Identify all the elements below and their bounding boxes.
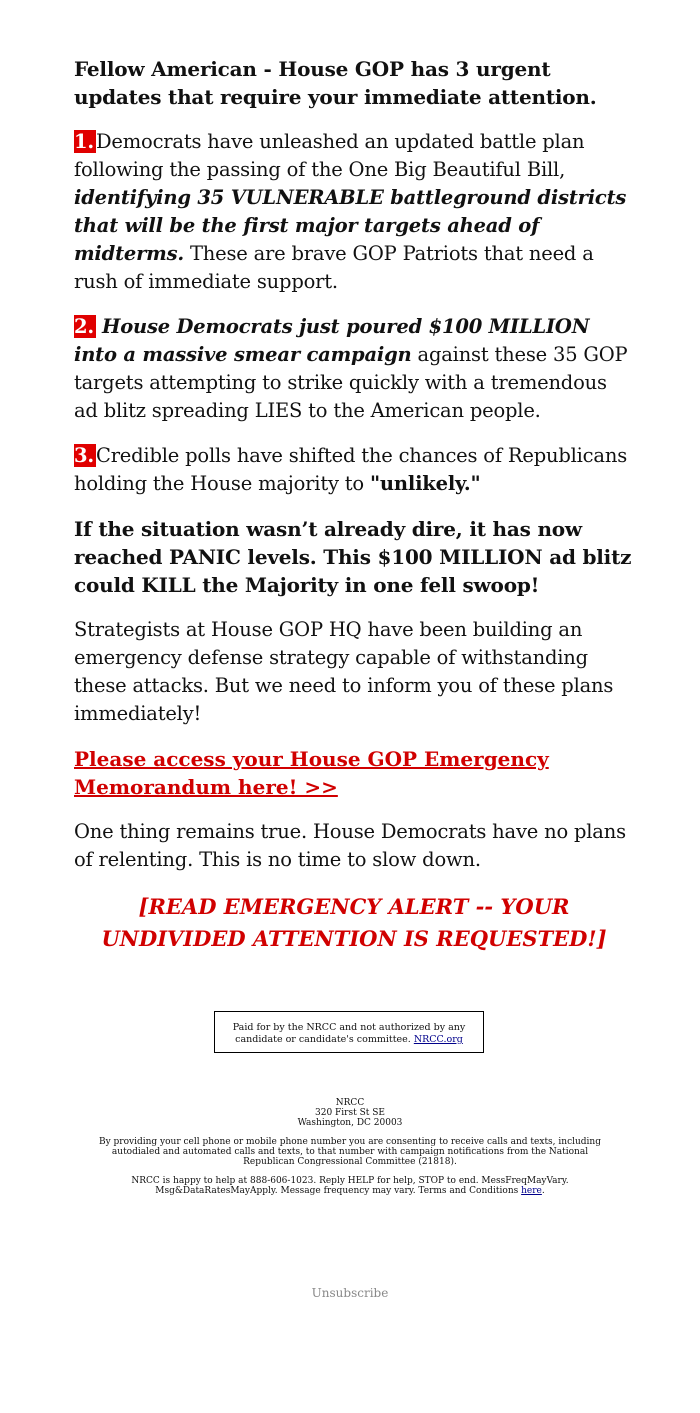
headline: Fellow American - House GOP has 3 urgent updates that require your immediate attention. xyxy=(74,57,597,109)
item1-emphasis: identifying 35 VULNERABLE battleground districts that will be the first major targets ahead of midterms. xyxy=(74,186,627,265)
closing-paragraph: One thing remains true. House Democrats have no plans of relenting. This is no time to slow down. xyxy=(74,820,626,871)
emergency-alert-link[interactable]: [READ EMERGENCY ALERT -- YOUR UNDIVIDED ATTENTION IS REQUESTED!] xyxy=(101,894,607,951)
paid-for-text: Paid for by the NRCC and not authorized by any candidate or candidate's committee. xyxy=(232,1022,466,1045)
footer-address xyxy=(90,1098,610,1128)
item-number-3: 3. xyxy=(74,444,94,467)
unsubscribe-link[interactable]: Unsubscribe xyxy=(311,1286,389,1300)
item2-text: against these 35 GOP targets attempting to strike quickly with a tremendous ad blitz spreading LIES to the American people. xyxy=(74,343,628,422)
footer-help: NRCC is happy to help at 888-606-1023. Reply HELP for help, STOP to end. MessFreqMayVary. Msg&DataRatesMayApply. Message frequency may vary. Terms and Conditions here. xyxy=(131,1176,569,1196)
item-number-1: 1. xyxy=(74,130,94,153)
footer-street: 320 First St SE xyxy=(315,1108,385,1118)
item3-emphasis: "unlikely." xyxy=(369,472,481,495)
memorandum-link[interactable]: Please access your House GOP Emergency Memorandum here! >> xyxy=(74,747,549,799)
footer-consent: By providing your cell phone or mobile phone number you are consenting to receive calls and texts, including autodialed and automated calls and texts, to that number with campaign notifications from the National Republican Congressional Committee (21818). xyxy=(98,1137,601,1167)
item-number-2: 2. xyxy=(74,315,94,338)
email-body xyxy=(74,55,634,955)
footer-city: Washington, DC 20003 xyxy=(297,1118,403,1128)
update-item-1 xyxy=(74,128,634,296)
footer-org: NRCC xyxy=(335,1098,365,1108)
item2-emphasis: House Democrats just poured $100 MILLION into a massive smear campaign xyxy=(74,315,590,366)
panic-paragraph: If the situation wasn’t already dire, it has now reached PANIC levels. This $100 MILLION ad blitz could KILL the Majority in one fell swoop! xyxy=(74,517,632,597)
nrcc-website-link[interactable]: NRCC.org xyxy=(413,1034,463,1045)
terms-link[interactable]: here xyxy=(521,1186,542,1196)
paid-for-disclaimer xyxy=(214,1011,484,1053)
item1-text-a: Democrats have unleashed an updated battle plan following the passing of the One Big Beautiful Bill, xyxy=(74,130,585,181)
item3-text: Credible polls have shifted the chances of Republicans holding the House majority to xyxy=(74,444,627,495)
item1-text-b: These are brave GOP Patriots that need a rush of immediate support. xyxy=(74,242,594,293)
footer xyxy=(90,1098,610,1205)
update-item-3 xyxy=(74,442,634,498)
update-item-2 xyxy=(74,313,634,425)
strategists-paragraph: Strategists at House GOP HQ have been building an emergency defense strategy capable of withstanding these attacks. But we need to inform you of these plans immediately! xyxy=(74,618,614,725)
footer-help-text: NRCC is happy to help at 888-606-1023. Reply HELP for help, STOP to end. MessFreqMayVary. Msg&DataRatesMayApply. Message frequency may vary. Terms and Conditions xyxy=(131,1176,569,1196)
